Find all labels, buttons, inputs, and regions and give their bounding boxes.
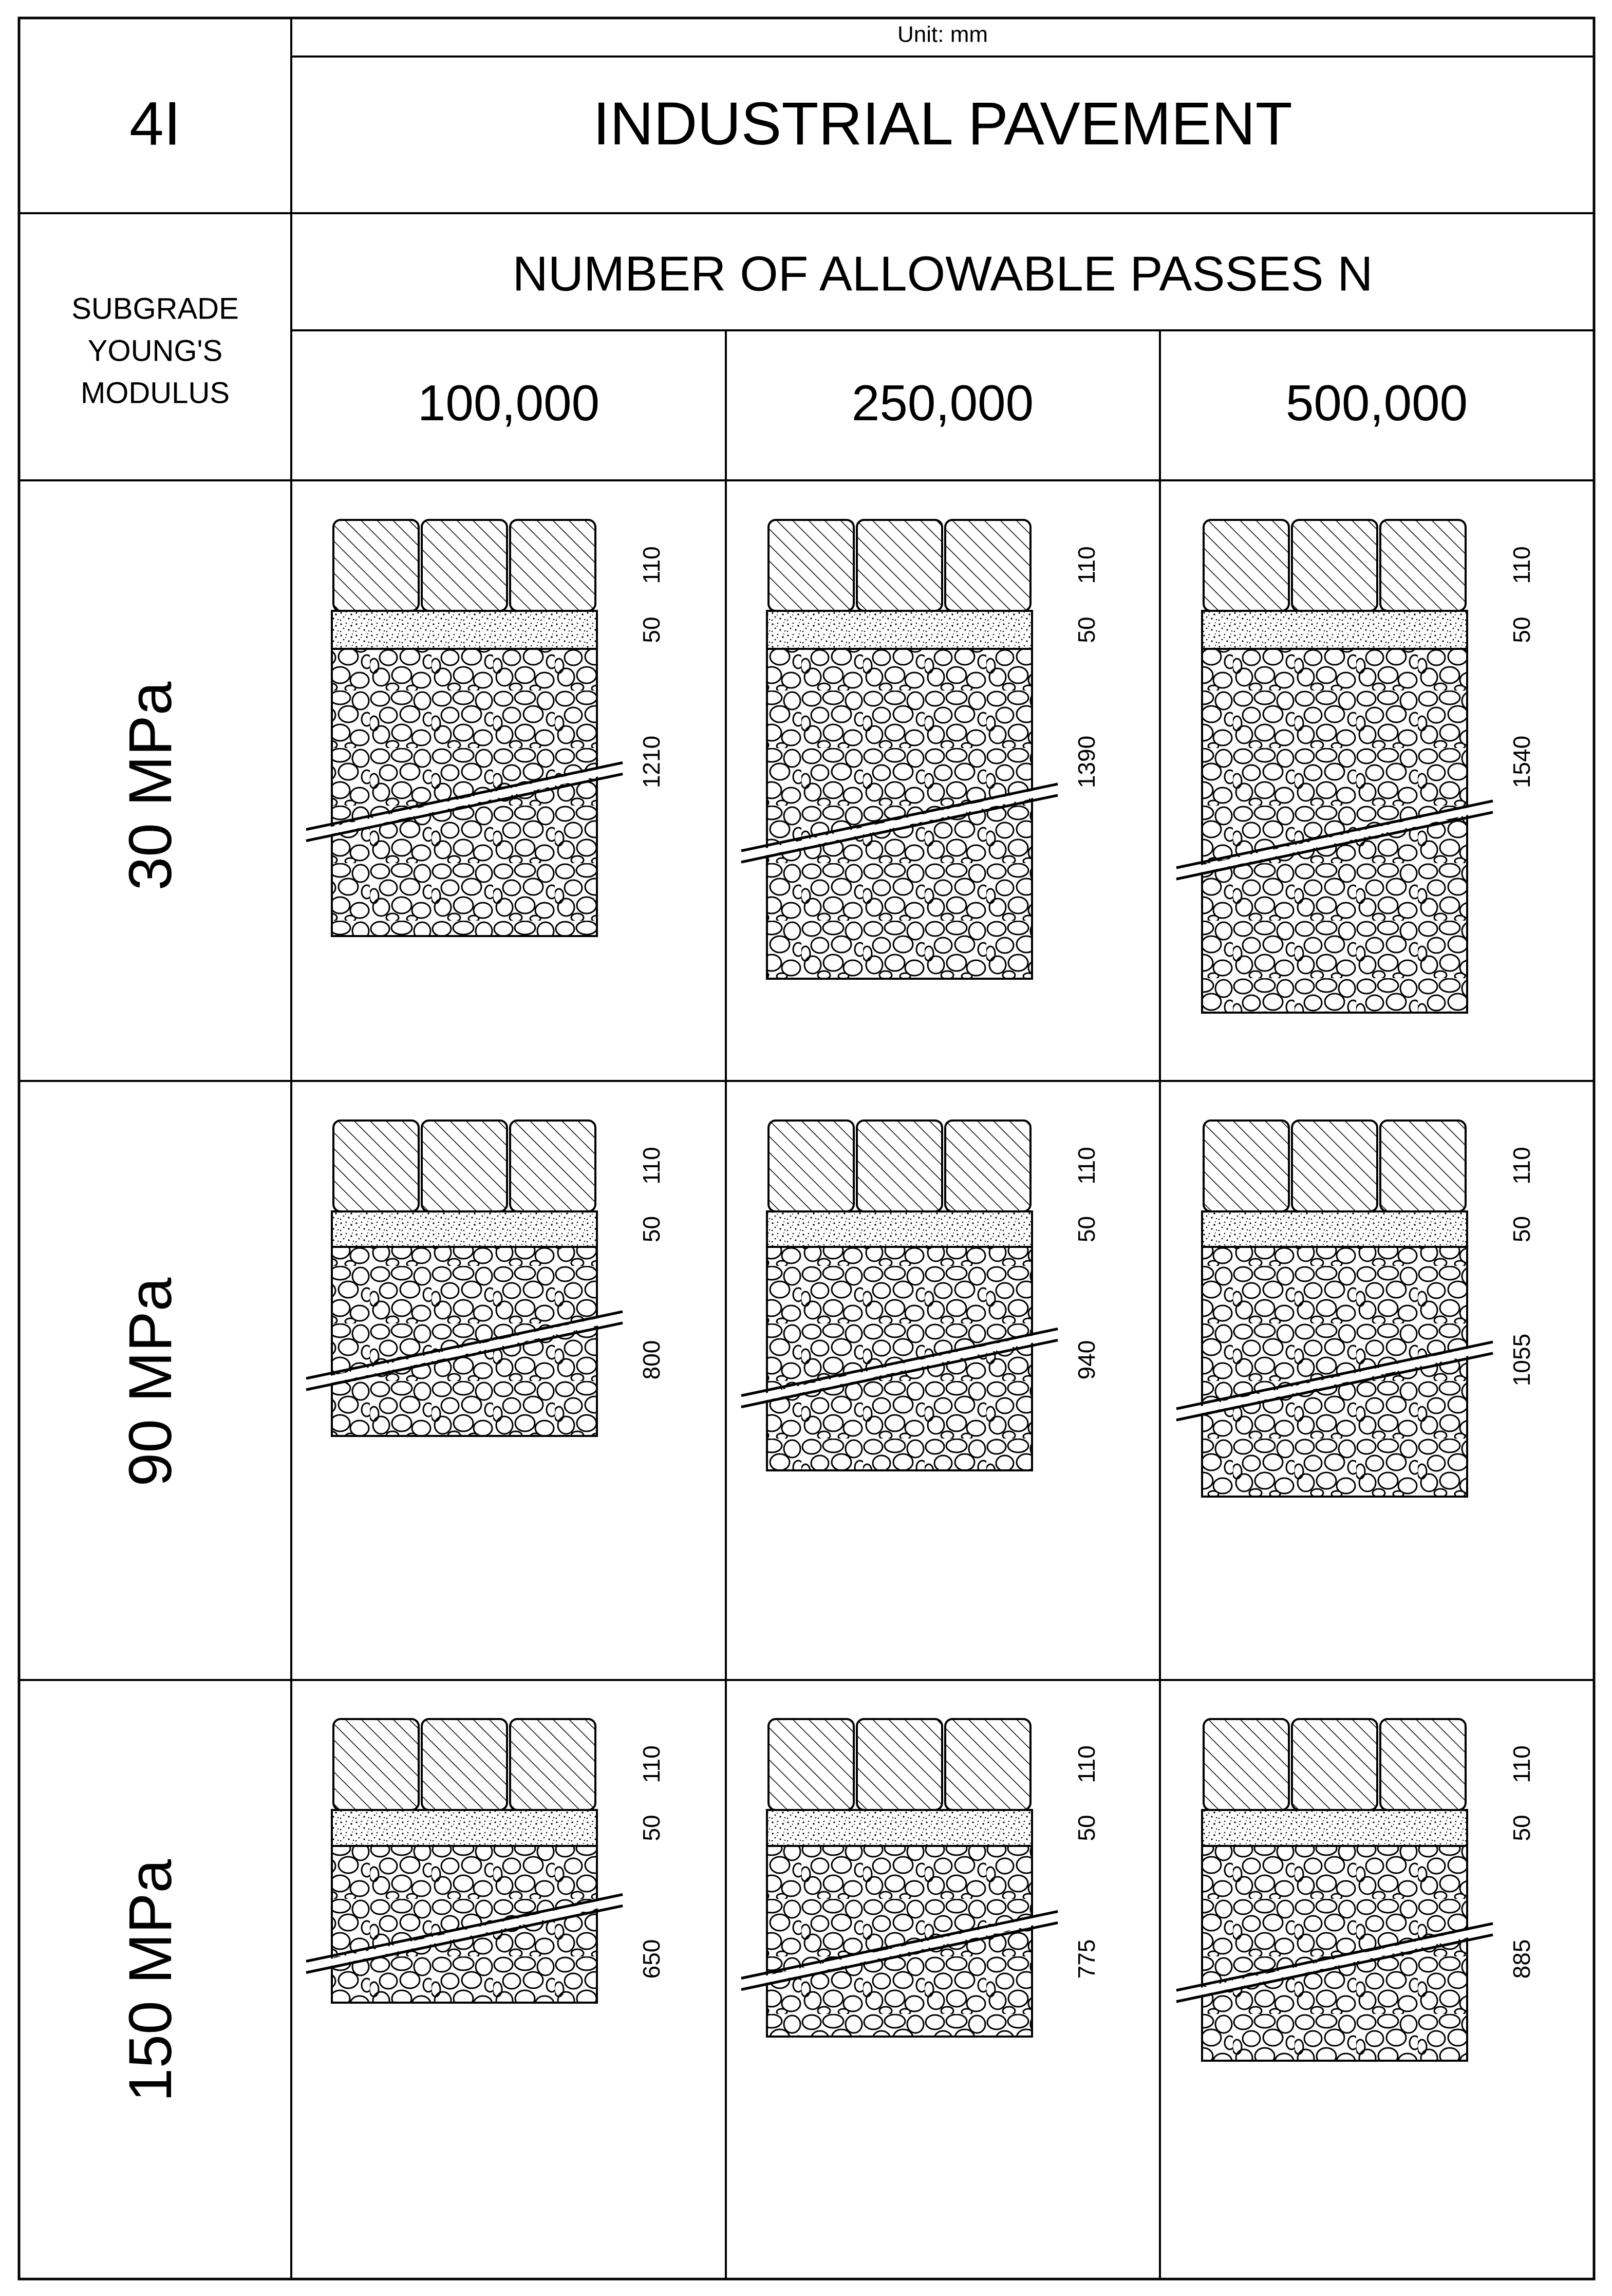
paving-block [857,1719,942,1810]
block-thickness-label: 110 [1508,1147,1535,1185]
bedding-thickness-label: 50 [1508,1815,1535,1841]
pavement-section [306,1719,665,2003]
paving-block [945,1719,1030,1810]
base-thickness-label: 1210 [638,735,665,789]
paving-block [1380,1121,1466,1211]
paving-block [945,1121,1030,1211]
base-thickness-label: 1055 [1508,1333,1535,1387]
bedding-thickness-label: 50 [638,1815,665,1841]
block-thickness-label: 110 [1073,546,1100,584]
paving-block [510,1719,595,1810]
base-thickness-label: 940 [1073,1340,1100,1380]
block-thickness-label: 110 [1073,1745,1100,1783]
bedding-sand-layer [332,1211,597,1247]
base-course [1202,1247,1467,1497]
base-course [767,1247,1032,1470]
bedding-sand-layer [1202,1810,1467,1846]
bedding-thickness-label: 50 [638,617,665,643]
block-thickness-label: 110 [1073,1147,1100,1185]
paving-block [768,520,854,611]
bedding-thickness-label: 50 [638,1216,665,1243]
paving-block [422,1719,507,1810]
bedding-thickness-label: 50 [1508,1216,1535,1243]
paving-block [510,1121,595,1211]
paving-block [333,1121,419,1211]
sheet-title: INDUSTRIAL PAVEMENT [593,90,1292,158]
pavement-section [306,520,665,936]
base-course [767,649,1032,979]
block-thickness-label: 110 [1508,1745,1535,1783]
bedding-thickness-label: 50 [1073,617,1100,643]
modulus-row-label: 30 MPa [117,681,185,891]
paving-block [1292,520,1377,611]
block-thickness-label: 110 [638,1147,665,1185]
paving-block [1204,1121,1289,1211]
paving-block [945,520,1030,611]
bedding-sand-layer [767,1810,1032,1846]
paving-block [1292,1121,1377,1211]
pavement-section [741,520,1100,979]
pavement-section [306,1121,665,1436]
base-thickness-label: 1390 [1073,735,1100,789]
bedding-sand-layer [1202,611,1467,649]
sheet-code: 4I [129,89,181,158]
passes-column-header: 100,000 [417,374,600,431]
base-course [1202,1846,1467,2061]
paving-block [1380,520,1466,611]
base-course [332,1247,597,1436]
paving-block [510,520,595,611]
bedding-sand-layer [1202,1211,1467,1247]
paving-block [857,1121,942,1211]
pavement-section [1176,1121,1535,1497]
paving-block [1204,520,1289,611]
block-thickness-label: 110 [1508,546,1535,584]
pavement-section [741,1121,1100,1470]
base-course [332,1846,597,2003]
subgrade-label-line: MODULUS [80,376,230,410]
bedding-sand-layer [332,611,597,649]
base-course [767,1846,1032,2037]
base-course [1202,649,1467,1013]
bedding-thickness-label: 50 [1073,1216,1100,1243]
pavement-section [1176,1719,1535,2061]
paving-block [1380,1719,1466,1810]
base-thickness-label: 775 [1073,1939,1100,1979]
bedding-sand-layer [332,1810,597,1846]
modulus-row-label: 90 MPa [117,1277,185,1487]
base-thickness-label: 800 [638,1340,665,1380]
paving-block [422,520,507,611]
passes-column-header: 500,000 [1285,374,1468,431]
passes-title: NUMBER OF ALLOWABLE PASSES N [512,246,1373,302]
modulus-row-label: 150 MPa [117,1859,185,2102]
base-thickness-label: 885 [1508,1939,1535,1979]
paving-block [768,1719,854,1810]
subgrade-label-line: SUBGRADE [71,292,239,326]
bedding-thickness-label: 50 [1508,617,1535,643]
pavement-section [1176,520,1535,1013]
passes-column-header: 250,000 [851,374,1034,431]
subgrade-label-line: YOUNG'S [87,334,223,368]
paving-block [333,520,419,611]
bedding-sand-layer [767,1211,1032,1247]
paving-block [422,1121,507,1211]
pavement-section [741,1719,1100,2037]
base-thickness-label: 1540 [1508,735,1535,789]
paving-block [1204,1719,1289,1810]
paving-block [333,1719,419,1810]
base-thickness-label: 650 [638,1939,665,1979]
paving-block [1292,1719,1377,1810]
base-course [332,649,597,936]
block-thickness-label: 110 [638,546,665,584]
unit-label: Unit: mm [897,22,988,47]
paving-block [768,1121,854,1211]
bedding-sand-layer [767,611,1032,649]
bedding-thickness-label: 50 [1073,1815,1100,1841]
paving-block [857,520,942,611]
block-thickness-label: 110 [638,1745,665,1783]
